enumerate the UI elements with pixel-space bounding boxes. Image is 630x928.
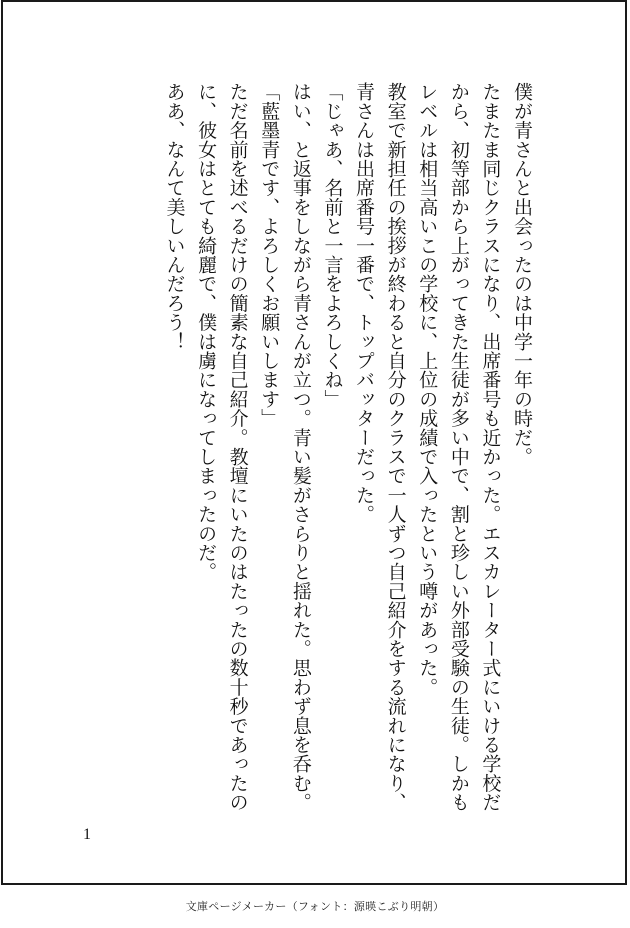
paragraph: ただ名前を述べるだけの簡素な自己紹介。教壇にいたのはたったの数十秒であったのに、彼女はとても綺麗で、僕は虜になってしまったのだ。 — [195, 82, 249, 812]
paragraph: 僕が青さんと出会ったのは中学一年の時だ。 — [511, 82, 533, 466]
vertical-text-body — [158, 82, 537, 822]
paragraph: 「じゃあ、名前と一言をよろしくね」 — [321, 82, 344, 409]
book-page — [1, 0, 627, 885]
paragraph: はい、と返事をしながら青さんが立つ。青い髪がさらりと揺れた。思わず息を呑む。 — [289, 82, 312, 812]
paragraph: たまたま同じクラスになり、出席番号も近かった。エスカレーター式にいける学校だから、初等部から上がってきた生徒が多い中で、割と珍しい外部受験の生徒。しかもレベルは相当高いこの学校に、上位の成績で入ったという噂があった。 — [416, 82, 502, 812]
paragraph: 教室で新担任の挨拶が終わると自分のクラスで一人ずつ自己紹介をする流れになり、青さんは出席番号一番で、トップバッターだった。 — [353, 82, 407, 812]
paragraph: 「藍墨青です、よろしくお願いします」 — [258, 82, 281, 428]
footer-credit: 文庫ページメーカー（フォント：源暎こぶり明朝） — [185, 900, 445, 913]
paragraph: ああ、なんて美しいんだろう！ — [163, 82, 186, 351]
page-number: 1 — [83, 826, 91, 843]
